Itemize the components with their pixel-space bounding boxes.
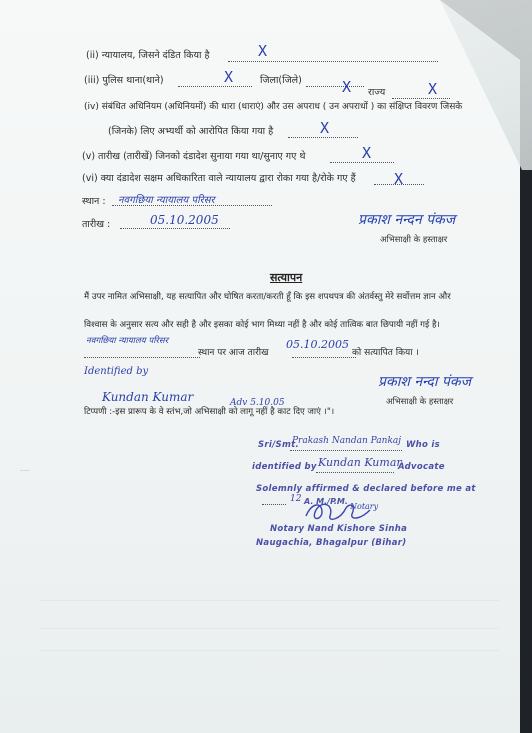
form-item-iv-line1: (iv) संबंधित अधिनियम (अधिनियमों) की धारा (धाराएं) और उस अपराध ( उन अपराधों ) का संक्षिप्त विवरण जिसके: [84, 102, 463, 112]
verification-line-2: विश्वास के अनुसार सत्य और सही है और इसका कोई भाग मिथ्या नहीं है और कोई तात्विक बात छिपायी नहीं गई है।: [84, 320, 440, 330]
dotted-line: [120, 228, 230, 229]
dotted-line: [290, 450, 402, 451]
form-item-v: (v) तारीख (तारीखें) जिनको दंडादेश सुनाया गया था/सुनाए गए थे: [82, 151, 306, 162]
cross-mark: X: [258, 42, 268, 60]
dotted-line: [262, 504, 286, 505]
identifier-note: Adv 5.10.05: [230, 398, 285, 408]
notary-line-2-prefix: identified by: [252, 462, 317, 472]
notary-line-4-suffix: A. M./P.M.: [304, 497, 348, 506]
deponent-signature: प्रकाश नन्दा पंकज: [378, 374, 472, 390]
dotted-line: [330, 162, 394, 163]
verification-date-value: 05.10.2005: [286, 338, 349, 351]
place-label: स्थान :: [82, 196, 106, 207]
form-item-iii-district: जिला(जिले): [260, 75, 302, 86]
bleed-line: [40, 600, 500, 601]
deponent-signature-label: अभिसाक्षी के हस्ताक्षर: [386, 397, 454, 407]
cross-mark: X: [342, 78, 352, 96]
note-text: टिप्पणी :-इस प्रारूप के वे स्तंभ,जो अभिसाक्षी को लागू नहीं है काट दिए जाएं ।"।: [84, 407, 335, 417]
verification-heading: सत्यापन: [270, 271, 303, 284]
cross-mark: X: [362, 144, 372, 162]
form-item-iv-line2: (जिनके) लिए अभ्यर्थी को आरोपित किया गया है: [108, 126, 274, 137]
date-value: 05.10.2005: [150, 213, 219, 227]
dotted-line: [292, 357, 356, 358]
notary-deponent-name: Prakash Nandan Pankaj: [292, 436, 402, 446]
notary-line-1-suffix: Who is: [406, 440, 440, 450]
candidate-signature-label: अभिसाक्षी के हस्ताक्षर: [380, 235, 448, 245]
dotted-line: [178, 86, 252, 87]
form-item-ii: (ii) न्यायालय, जिसने दंडित किया है: [86, 50, 210, 61]
verification-place-value: नवगछिया न्यायालय परिसर: [86, 336, 169, 346]
bleed-line: [40, 628, 500, 629]
place-value: नवगछिया न्यायालय परिसर: [118, 195, 215, 206]
dotted-line: [288, 137, 358, 138]
cross-mark: X: [320, 119, 330, 137]
notary-line-2-suffix: Advocate: [398, 462, 445, 472]
bleed-mark: [20, 470, 30, 471]
form-item-vi: (vi) क्या दंडादेश सक्षम अधिकारिता वाले न्यायालय द्वारा रोका गया है/रोके गए हैं: [82, 173, 356, 184]
bleed-line: [40, 650, 500, 651]
cross-mark: X: [394, 170, 404, 188]
notary-line-1-prefix: Sri/Smt.: [258, 440, 300, 450]
notary-name: Notary Nand Kishore Sinha: [270, 524, 408, 534]
notary-identifier-name: Kundan Kumar: [318, 456, 402, 469]
notary-place: Naugachia, Bhagalpur (Bihar): [256, 538, 407, 548]
form-item-iii-state: राज्य: [368, 87, 386, 98]
cross-mark: X: [428, 80, 438, 98]
verification-line-1: मैं उपर नामित अभिसाक्षी, यह सत्यापित और घोषित करता/करती हूँ कि इस शपथपत्र की अंतर्वस्तु मेरे सर्वोत्तम ज्ञान और: [84, 292, 451, 302]
notary-time: 12: [290, 494, 302, 504]
dotted-line: [316, 472, 394, 473]
identified-by-handwritten: Identified by: [84, 366, 149, 377]
cross-mark: X: [224, 68, 234, 86]
verification-line-3-mid: स्थान पर आज तारीख: [198, 348, 269, 358]
verification-line-3-end: को सत्यापित किया ।: [352, 348, 419, 358]
candidate-signature: प्रकाश नन्दन पंकज: [358, 212, 456, 228]
identifier-name-handwritten: Kundan Kumar: [102, 390, 194, 404]
notary-line-3: Solemnly affirmed & declared before me at: [256, 484, 476, 494]
form-item-iii-police-station: (iii) पुलिस थाना(थाने): [84, 75, 164, 86]
dotted-line: [306, 86, 364, 87]
dotted-line: [84, 357, 200, 358]
date-label: तारीख :: [82, 219, 111, 230]
notary-signature-text: Notary: [350, 502, 379, 511]
dotted-line: [228, 61, 438, 62]
